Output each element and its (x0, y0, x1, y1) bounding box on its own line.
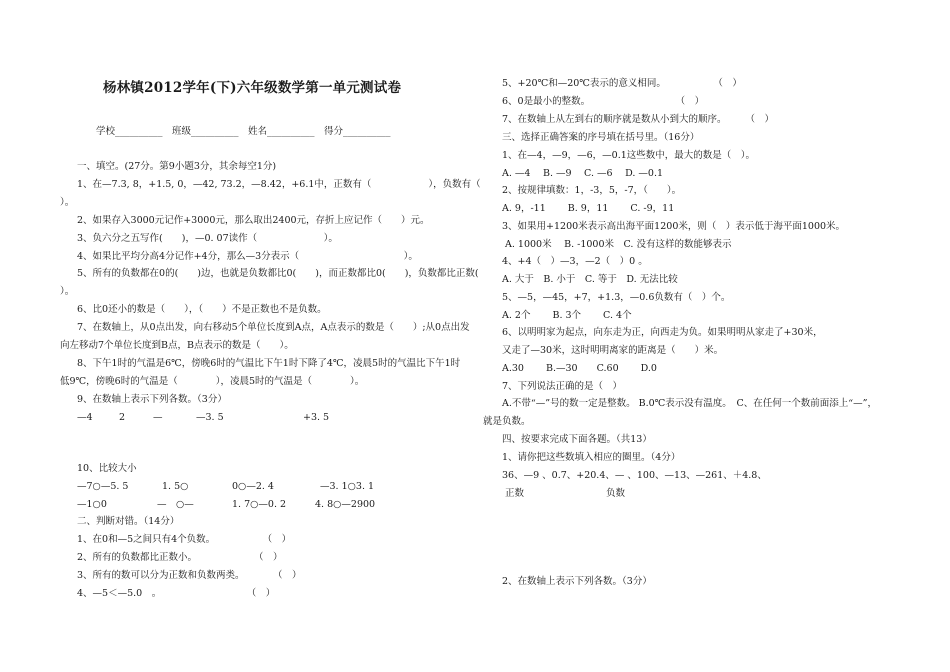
compare-item: 4. 8○—2900 (315, 499, 376, 510)
judge-q4: 4、—5＜—5.0 。 （ ） (77, 588, 276, 599)
q9-number-2: 2 (119, 412, 126, 423)
judge-q2: 2、所有的负数都比正数小。 （ ） (77, 552, 283, 563)
choice-q4: 4、+4（ ）—3，—2（ ）0 。 (502, 256, 648, 267)
choice-q3: 3、如果用+1200米表示高出海平面1200米，则（ ）表示低于海平面1000米。 (502, 221, 846, 232)
fill-q8-cont: 低9℃，傍晚6时的气温是（ ），凌晨5时的气温是（ ）。 (60, 376, 365, 387)
compare-item: 0○—2. 4 (232, 481, 274, 492)
judge-q3: 3、所有的数可以分为正数和负数两类。 （ ） (77, 570, 302, 581)
choice-q6-cont: 又走了—30米，这时明明离家的距离是（ ）米。 (502, 345, 724, 356)
choice-q6: 6、以明明家为起点，向东走为正，向西走为负。如果明明从家走了+30米， (502, 327, 823, 338)
fill-q9: 9、在数轴上表示下列各数。（3分） (77, 394, 227, 405)
choice-q5-options: A. 2个 B. 3个 C. 4个 (502, 310, 632, 321)
q9-number-1: —4 (77, 412, 93, 423)
fill-q1-cont: ）。 (60, 197, 75, 208)
choice-q6-options: A.30 B.—30 C.60 D.0 (502, 363, 657, 374)
q9-number-3: — (153, 412, 163, 423)
fill-q4: 4、如果比平均分高4分记作+4分，那么—3分表示（ ）。 (77, 251, 418, 262)
negative-label: 负数 (606, 488, 626, 499)
compare-item: —3. 1○3. 1 (320, 481, 375, 492)
task-q1-numbers: 36、—9 、0.7、+20.4、— 、100、—13、—261、＋4.8、 (502, 470, 767, 481)
judge-q7: 7、在数轴上从左到右的顺序就是数从小到大的顺序。 （ ） (502, 114, 775, 125)
compare-item: 1. 5○ (162, 481, 189, 492)
compare-item: —1○0 (77, 499, 107, 510)
section-2-header: 二、判断对错。（14分） (77, 516, 180, 527)
choice-q7-cont: 就是负数。 (483, 416, 531, 427)
task-q2: 2、在数轴上表示下列各数。（3分） (502, 576, 652, 587)
judge-q5: 5、+20℃和—20℃表示的意义相同。 （ ） (502, 78, 742, 89)
exam-title: 杨林镇2012学年(下)六年级数学第一单元测试卷 (103, 80, 402, 96)
fill-q5: 5、所有的负数都在0的( )边，也就是负数都比0( )，而正数都比0( )，负数都比正数( (77, 268, 479, 279)
choice-q2: 2、按规律填数：1，-3，5，-7，（ ）。 (502, 185, 682, 196)
judge-q6: 6、0是最小的整数。 （ ） (502, 96, 705, 107)
fill-q6: 6、比0还小的数是（ ），（ ）不是正数也不是负数。 (77, 304, 327, 315)
section-4-header: 四、按要求完成下面各题。（共13） (502, 434, 652, 445)
fill-q7: 7、在数轴上，从0点出发，向右移动5个单位长度到A点，A点表示的数是（ ）;从0点出发 (77, 322, 470, 333)
compare-item: — ○— (157, 499, 194, 510)
q9-number-5: +3. 5 (303, 412, 330, 423)
q9-number-4: —3. 5 (196, 412, 224, 423)
fill-q7-cont: 向左移动7个单位长度到B点，B点表示的数是（ ）。 (60, 340, 294, 351)
choice-q7: 7、下列说法正确的是（ ） (502, 381, 623, 392)
choice-q4-options: A. 大于 B. 小于 C. 等于 D. 无法比较 (502, 274, 678, 285)
student-info-line: 学校__________ 班级__________ 姓名__________ 得分__________ (96, 126, 391, 137)
fill-q3: 3、负六分之五写作( )，—0. 07读作（ ）。 (77, 233, 338, 244)
section-3-header: 三、选择正确答案的序号填在括号里。（16分） (502, 132, 700, 143)
fill-q1: 1、在—7.3, 8，+1.5, 0，—42, 73.2，—8.42，+6.1中，正数有（ ），负数有（ (77, 179, 481, 190)
compare-item: —7○—5. 5 (77, 481, 129, 492)
section-1-header: 一、填空。(27分。第9小题3分，其余每空1分) (77, 161, 277, 172)
fill-q10: 10、比较大小 (77, 463, 137, 474)
choice-q2-options: A. 9，-11 B. 9，11 C. -9，11 (502, 203, 675, 214)
positive-label: 正数 (505, 488, 525, 499)
choice-q1: 1、在—4，—9，—6，—0.1这些数中，最大的数是（ ）。 (502, 150, 756, 161)
choice-q7-options: A.不带“—”号的数一定是整数。 B.0℃表示没有温度。 C、在任何一个数前面添上“—”， (502, 398, 878, 409)
judge-q1: 1、在0和—5之间只有4个负数。 （ ） (77, 534, 292, 545)
fill-q8: 8、下午1时的气温是6℃，傍晚6时的气温比下午1时下降了4℃，凌晨5时的气温比下午1时 (77, 358, 461, 369)
fill-q5-cont: ）。 (60, 286, 75, 297)
compare-item: 1. 7○—0. 2 (232, 499, 287, 510)
fill-q2: 2、如果存入3000元记作+3000元，那么取出2400元，存折上应记作（ ）元。 (77, 215, 430, 226)
choice-q5: 5、—5，—45，+7，+1.3，—0.6负数有（ ）个。 (502, 292, 731, 303)
choice-q3-options: A. 1000米 B. -1000米 C. 没有这样的数能够表示 (505, 239, 732, 250)
choice-q1-options: A. —4 B. —9 C. —6 D. —0.1 (502, 168, 664, 179)
task-q1: 1、请你把这些数填入相应的圈里。（4分） (502, 452, 681, 463)
